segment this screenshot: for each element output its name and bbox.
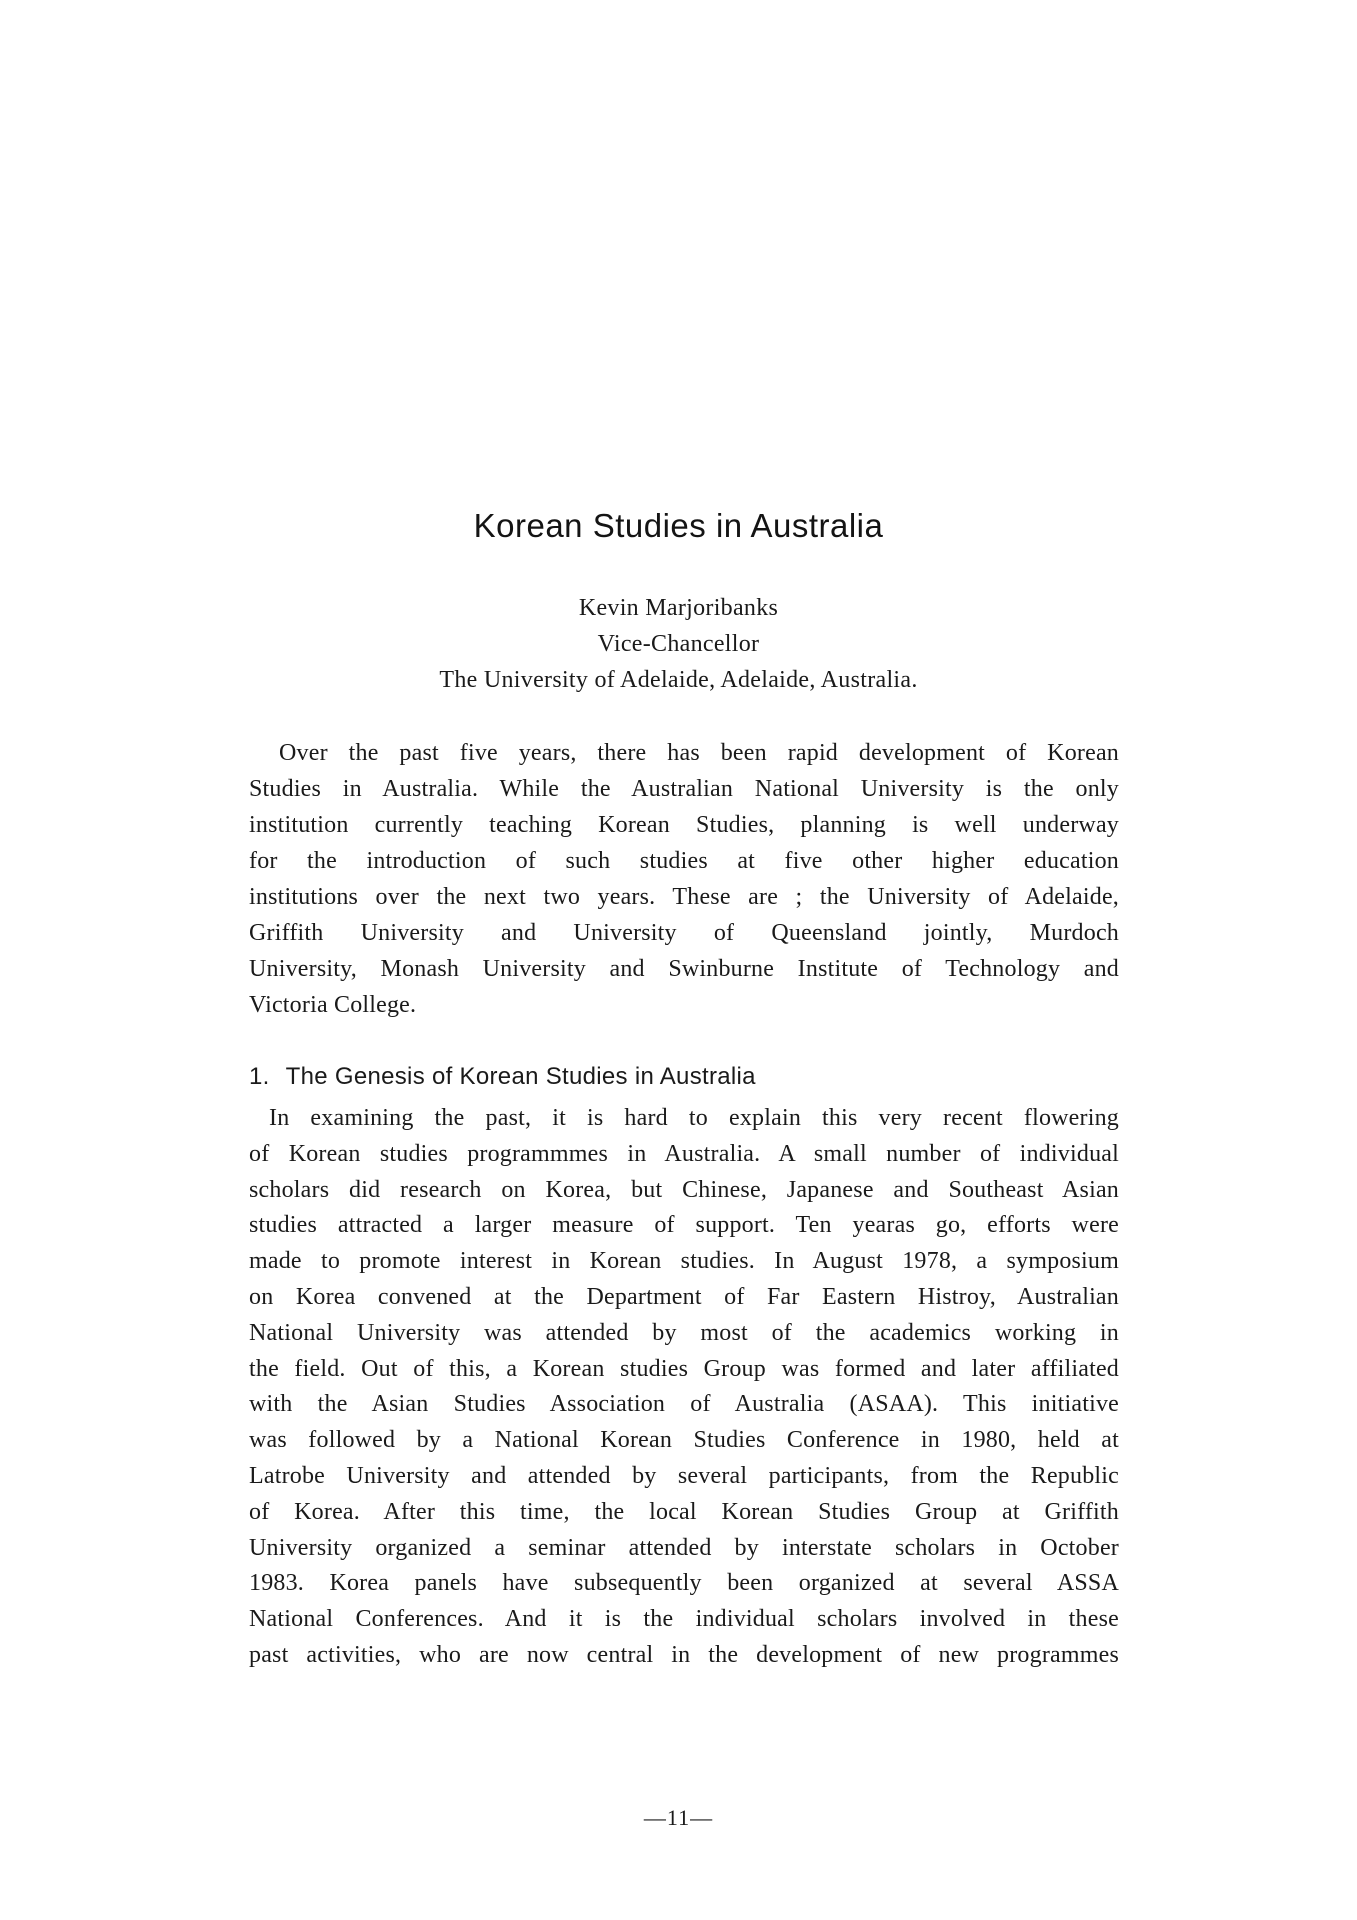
body-line: with the Asian Studies Association of Australia (ASAA). This initiative bbox=[249, 1391, 1119, 1418]
abstract-line: University, Monash University and Swinburne Institute of Technology and bbox=[249, 956, 1119, 982]
abstract-line: for the introduction of such studies at five other higher education bbox=[249, 848, 1119, 874]
page-number: —11— bbox=[643, 1805, 714, 1830]
abstract-paragraph bbox=[249, 735, 1119, 1023]
section-body bbox=[249, 1101, 1119, 1674]
section-title: The Genesis of Korean Studies in Australia bbox=[285, 1063, 756, 1090]
section-number: 1. bbox=[249, 1063, 270, 1090]
body-line: past activities, who are now central in the development of new programmes bbox=[249, 1641, 1119, 1668]
abstract-line: Victoria College. bbox=[249, 992, 417, 1018]
body-line: scholars did research on Korea, but Chinese, Japanese and Southeast Asian bbox=[249, 1176, 1119, 1203]
paper-title: Korean Studies in Australia bbox=[473, 507, 884, 544]
body-line: on Korea convened at the Department of Far Eastern Histroy, Australian bbox=[249, 1283, 1119, 1310]
body-line: studies attracted a larger measure of support. Ten yearas go, efforts were bbox=[249, 1212, 1119, 1239]
abstract-line: Studies in Australia. While the Australian National University is the only bbox=[249, 776, 1119, 802]
section-heading bbox=[249, 1063, 756, 1091]
abstract-line: institutions over the next two years. These are ; the University of Adelaide, bbox=[249, 884, 1119, 910]
body-line: 1983. Korea panels have subsequently been organized at several ASSA bbox=[249, 1570, 1119, 1597]
body-line: In examining the past, it is hard to explain this very recent flowering bbox=[269, 1105, 1119, 1131]
body-line: of Korean studies programmmes in Australia. A small number of individual bbox=[249, 1140, 1119, 1167]
author-affiliation: The University of Adelaide, Adelaide, Australia. bbox=[439, 667, 918, 693]
body-line: was followed by a National Korean Studies Conference in 1980, held at bbox=[249, 1427, 1119, 1454]
body-line: the field. Out of this, a Korean studies Group was formed and later affiliated bbox=[249, 1355, 1119, 1382]
author-block bbox=[0, 590, 1357, 698]
body-line: of Korea. After this time, the local Korean Studies Group at Griffith bbox=[249, 1498, 1119, 1525]
abstract-line: institution currently teaching Korean Studies, planning is well underway bbox=[249, 812, 1119, 838]
author-name: Kevin Marjoribanks bbox=[578, 595, 779, 621]
body-line: National University was attended by most of the academics working in bbox=[249, 1319, 1119, 1346]
author-position: Vice-Chancellor bbox=[597, 631, 760, 657]
body-line: University organized a seminar attended by interstate scholars in October bbox=[249, 1534, 1119, 1561]
abstract-line: Over the past five years, there has been rapid development of Korean bbox=[279, 740, 1119, 766]
abstract-line: Griffith University and University of Queensland jointly, Murdoch bbox=[249, 920, 1119, 946]
body-line: National Conferences. And it is the individual scholars involved in these bbox=[249, 1606, 1119, 1633]
body-line: made to promote interest in Korean studies. In August 1978, a symposium bbox=[249, 1248, 1119, 1275]
body-line: Latrobe University and attended by several participants, from the Republic bbox=[249, 1462, 1119, 1489]
